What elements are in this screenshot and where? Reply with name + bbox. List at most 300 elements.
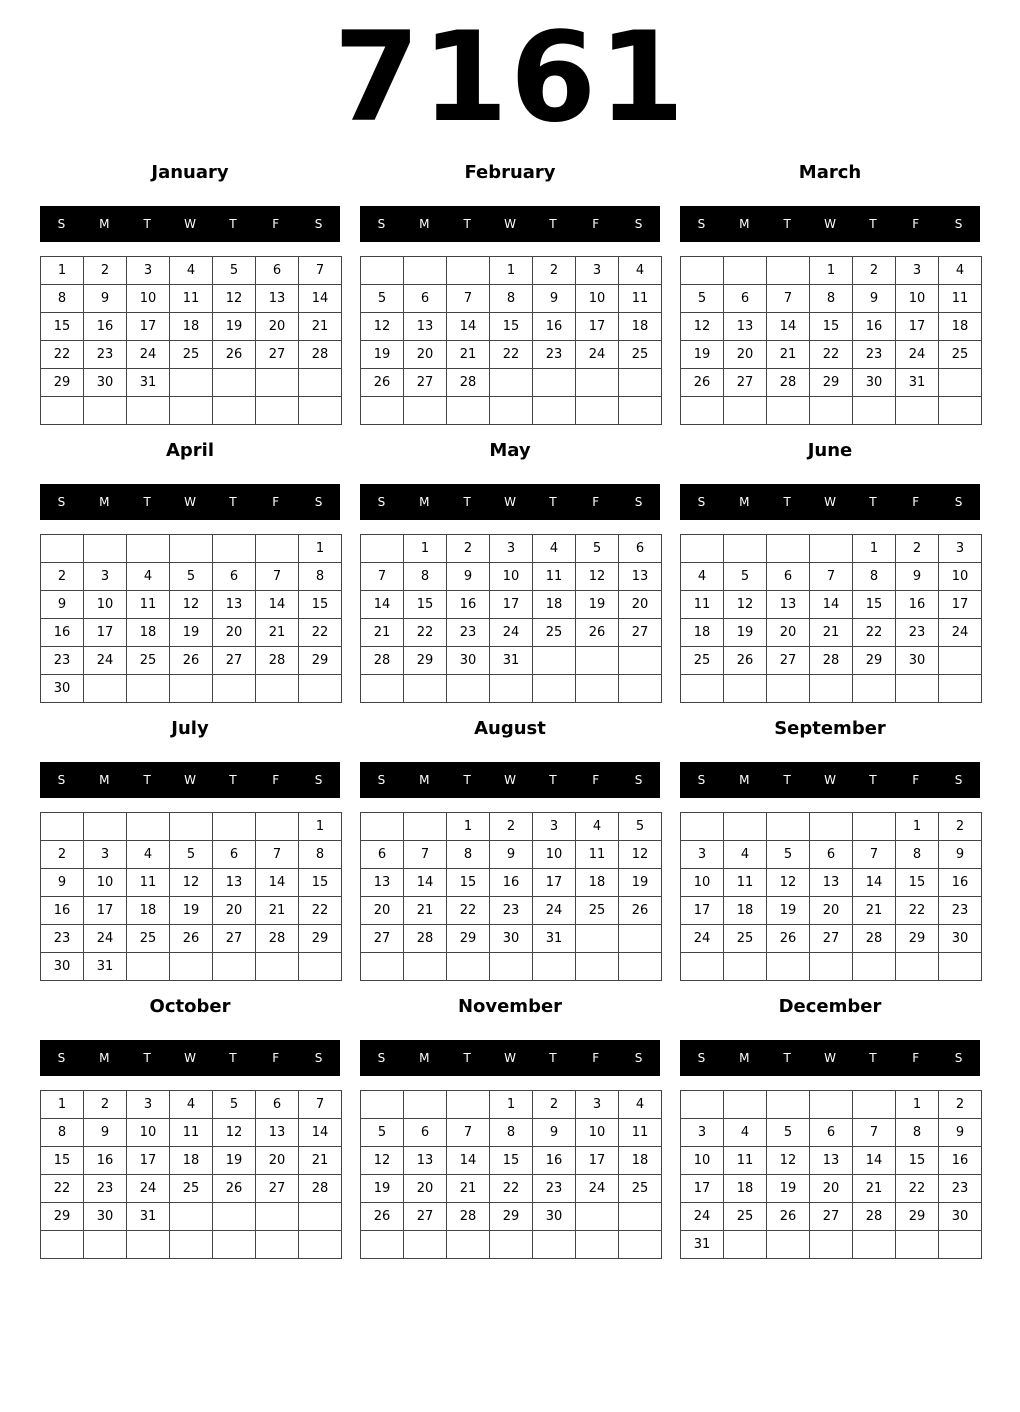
weekday-label: S bbox=[314, 217, 323, 231]
day-cell: 27 bbox=[810, 925, 853, 953]
day-cell: 10 bbox=[490, 563, 533, 591]
day-cell bbox=[213, 397, 256, 425]
week-row bbox=[41, 1231, 342, 1259]
week-row bbox=[681, 953, 982, 981]
week-row bbox=[361, 369, 662, 397]
day-cell: 20 bbox=[619, 591, 662, 619]
day-cell bbox=[939, 369, 982, 397]
day-cell: 1 bbox=[490, 1091, 533, 1119]
day-cell: 3 bbox=[533, 813, 576, 841]
day-cell: 23 bbox=[939, 897, 982, 925]
weekday-label: S bbox=[634, 217, 643, 231]
day-cell: 17 bbox=[681, 897, 724, 925]
weekday-label: W bbox=[824, 217, 836, 231]
day-cell bbox=[361, 397, 404, 425]
day-cell: 12 bbox=[361, 313, 404, 341]
day-cell: 2 bbox=[84, 257, 127, 285]
day-cell: 3 bbox=[576, 1091, 619, 1119]
day-cell: 10 bbox=[127, 285, 170, 313]
day-cell: 26 bbox=[213, 1175, 256, 1203]
week-row bbox=[361, 1147, 662, 1175]
week-row bbox=[681, 1203, 982, 1231]
weekday-label: T bbox=[143, 1051, 151, 1065]
day-cell: 24 bbox=[127, 1175, 170, 1203]
day-cell bbox=[619, 369, 662, 397]
day-cell: 16 bbox=[490, 869, 533, 897]
day-cell bbox=[533, 397, 576, 425]
day-cell: 20 bbox=[404, 341, 447, 369]
day-cell: 25 bbox=[619, 1175, 662, 1203]
week-row bbox=[681, 535, 982, 563]
day-cell: 1 bbox=[404, 535, 447, 563]
day-cell bbox=[299, 1203, 342, 1231]
day-cell: 20 bbox=[361, 897, 404, 925]
day-cell: 8 bbox=[41, 285, 84, 313]
weekday-label: S bbox=[314, 773, 323, 787]
day-cell: 9 bbox=[41, 869, 84, 897]
day-cell: 16 bbox=[84, 1147, 127, 1175]
weekday-label: T bbox=[143, 773, 151, 787]
day-cell bbox=[404, 675, 447, 703]
day-cell: 16 bbox=[896, 591, 939, 619]
day-cell: 30 bbox=[490, 925, 533, 953]
month-name: July bbox=[171, 718, 209, 739]
day-cell: 30 bbox=[533, 1203, 576, 1231]
day-grid bbox=[360, 812, 662, 981]
day-cell: 30 bbox=[853, 369, 896, 397]
day-cell bbox=[896, 675, 939, 703]
weekday-label: T bbox=[463, 495, 471, 509]
weekday-label: T bbox=[143, 495, 151, 509]
weekday-label: F bbox=[592, 217, 600, 231]
day-cell: 4 bbox=[619, 1091, 662, 1119]
month-name: February bbox=[464, 162, 556, 183]
day-cell: 12 bbox=[767, 1147, 810, 1175]
week-row bbox=[41, 369, 342, 397]
week-row bbox=[361, 563, 662, 591]
weekday-label: M bbox=[99, 773, 110, 787]
day-cell: 26 bbox=[361, 369, 404, 397]
day-cell bbox=[41, 535, 84, 563]
week-row bbox=[41, 285, 342, 313]
day-cell bbox=[533, 369, 576, 397]
day-cell: 26 bbox=[724, 647, 767, 675]
day-cell bbox=[299, 1231, 342, 1259]
day-cell bbox=[619, 1203, 662, 1231]
day-cell: 22 bbox=[896, 897, 939, 925]
week-row bbox=[681, 285, 982, 313]
day-cell bbox=[256, 397, 299, 425]
day-cell bbox=[447, 397, 490, 425]
day-cell: 22 bbox=[490, 341, 533, 369]
day-cell: 23 bbox=[41, 925, 84, 953]
day-cell: 7 bbox=[299, 257, 342, 285]
day-cell: 24 bbox=[896, 341, 939, 369]
weekday-label: S bbox=[57, 217, 66, 231]
day-cell: 4 bbox=[533, 535, 576, 563]
day-cell: 12 bbox=[213, 1119, 256, 1147]
day-cell bbox=[853, 813, 896, 841]
day-cell bbox=[896, 953, 939, 981]
day-cell: 29 bbox=[490, 1203, 533, 1231]
day-cell: 13 bbox=[404, 1147, 447, 1175]
day-cell bbox=[853, 675, 896, 703]
day-cell: 3 bbox=[84, 841, 127, 869]
day-cell: 26 bbox=[213, 341, 256, 369]
day-cell: 9 bbox=[447, 563, 490, 591]
day-cell: 8 bbox=[41, 1119, 84, 1147]
day-grid bbox=[40, 812, 342, 981]
month-name: May bbox=[489, 440, 531, 461]
week-row bbox=[41, 1119, 342, 1147]
day-cell bbox=[447, 1091, 490, 1119]
weekday-header bbox=[360, 484, 660, 520]
day-cell: 26 bbox=[361, 1203, 404, 1231]
day-cell: 18 bbox=[724, 897, 767, 925]
day-cell bbox=[576, 925, 619, 953]
day-cell: 3 bbox=[490, 535, 533, 563]
day-cell: 2 bbox=[939, 1091, 982, 1119]
day-cell: 24 bbox=[939, 619, 982, 647]
day-cell: 13 bbox=[256, 285, 299, 313]
day-cell: 12 bbox=[619, 841, 662, 869]
day-cell bbox=[361, 535, 404, 563]
day-cell: 5 bbox=[767, 1119, 810, 1147]
day-cell bbox=[490, 1231, 533, 1259]
day-cell: 8 bbox=[490, 1119, 533, 1147]
weekday-label: T bbox=[549, 495, 557, 509]
weekday-label: W bbox=[824, 1051, 836, 1065]
day-cell: 17 bbox=[576, 1147, 619, 1175]
day-cell: 31 bbox=[127, 1203, 170, 1231]
day-cell: 27 bbox=[361, 925, 404, 953]
day-cell bbox=[213, 953, 256, 981]
day-cell: 14 bbox=[853, 1147, 896, 1175]
weekday-label: W bbox=[504, 495, 516, 509]
day-cell: 27 bbox=[810, 1203, 853, 1231]
week-row bbox=[681, 619, 982, 647]
day-cell: 14 bbox=[447, 313, 490, 341]
week-row bbox=[361, 647, 662, 675]
day-cell bbox=[681, 257, 724, 285]
day-cell: 11 bbox=[170, 285, 213, 313]
day-cell bbox=[256, 675, 299, 703]
weekday-label: W bbox=[504, 773, 516, 787]
day-cell: 6 bbox=[213, 563, 256, 591]
day-cell bbox=[170, 535, 213, 563]
day-cell: 15 bbox=[41, 1147, 84, 1175]
day-cell bbox=[724, 535, 767, 563]
day-cell: 3 bbox=[681, 841, 724, 869]
day-cell bbox=[213, 535, 256, 563]
day-cell: 23 bbox=[939, 1175, 982, 1203]
day-cell bbox=[404, 1091, 447, 1119]
weekday-label: S bbox=[954, 1051, 963, 1065]
weekday-label: S bbox=[377, 217, 386, 231]
day-cell bbox=[170, 813, 213, 841]
day-cell: 13 bbox=[256, 1119, 299, 1147]
day-cell: 20 bbox=[810, 897, 853, 925]
day-cell: 20 bbox=[256, 313, 299, 341]
day-cell bbox=[361, 1091, 404, 1119]
day-cell: 28 bbox=[256, 647, 299, 675]
week-row bbox=[361, 619, 662, 647]
weekday-label: F bbox=[912, 495, 920, 509]
day-grid bbox=[680, 1090, 982, 1259]
day-cell: 6 bbox=[361, 841, 404, 869]
day-cell bbox=[810, 535, 853, 563]
day-cell bbox=[361, 1231, 404, 1259]
weekday-label: M bbox=[419, 773, 430, 787]
day-cell: 20 bbox=[810, 1175, 853, 1203]
day-cell bbox=[447, 953, 490, 981]
weekday-label: S bbox=[954, 773, 963, 787]
day-cell: 29 bbox=[41, 369, 84, 397]
day-cell bbox=[767, 1091, 810, 1119]
day-cell: 29 bbox=[404, 647, 447, 675]
day-cell bbox=[896, 397, 939, 425]
day-cell: 24 bbox=[533, 897, 576, 925]
day-cell bbox=[939, 397, 982, 425]
week-row bbox=[41, 563, 342, 591]
weekday-label: T bbox=[229, 1051, 237, 1065]
day-cell: 26 bbox=[170, 647, 213, 675]
weekday-label: W bbox=[504, 1051, 516, 1065]
day-cell: 24 bbox=[84, 925, 127, 953]
day-cell: 25 bbox=[533, 619, 576, 647]
day-cell: 6 bbox=[404, 1119, 447, 1147]
day-cell: 16 bbox=[939, 869, 982, 897]
month-name: November bbox=[457, 996, 563, 1017]
day-cell bbox=[576, 1231, 619, 1259]
day-cell: 9 bbox=[939, 841, 982, 869]
day-cell bbox=[256, 369, 299, 397]
day-cell bbox=[619, 675, 662, 703]
week-row bbox=[41, 1091, 342, 1119]
day-grid bbox=[360, 256, 662, 425]
day-cell: 2 bbox=[533, 1091, 576, 1119]
day-cell: 26 bbox=[681, 369, 724, 397]
week-row bbox=[681, 313, 982, 341]
weekday-header bbox=[680, 762, 980, 798]
day-cell bbox=[767, 257, 810, 285]
day-cell bbox=[681, 397, 724, 425]
day-cell: 9 bbox=[896, 563, 939, 591]
day-cell: 14 bbox=[299, 1119, 342, 1147]
day-cell: 3 bbox=[576, 257, 619, 285]
day-cell bbox=[41, 1231, 84, 1259]
week-row bbox=[361, 1203, 662, 1231]
week-row bbox=[681, 675, 982, 703]
weekday-label: S bbox=[954, 495, 963, 509]
weekday-label: T bbox=[869, 1051, 877, 1065]
day-cell bbox=[681, 813, 724, 841]
day-cell bbox=[213, 813, 256, 841]
day-cell: 27 bbox=[724, 369, 767, 397]
weekday-label: T bbox=[143, 217, 151, 231]
weekday-label: S bbox=[697, 773, 706, 787]
day-cell: 21 bbox=[447, 341, 490, 369]
day-cell: 3 bbox=[939, 535, 982, 563]
day-cell: 8 bbox=[896, 841, 939, 869]
day-cell: 24 bbox=[127, 341, 170, 369]
week-row bbox=[681, 813, 982, 841]
day-cell bbox=[84, 535, 127, 563]
day-cell bbox=[127, 1231, 170, 1259]
weekday-label: F bbox=[912, 773, 920, 787]
day-cell: 16 bbox=[84, 313, 127, 341]
day-cell: 9 bbox=[533, 285, 576, 313]
day-cell bbox=[619, 647, 662, 675]
week-row bbox=[361, 675, 662, 703]
day-cell: 18 bbox=[681, 619, 724, 647]
week-row bbox=[361, 813, 662, 841]
day-cell: 16 bbox=[41, 619, 84, 647]
day-cell: 8 bbox=[447, 841, 490, 869]
day-cell: 11 bbox=[170, 1119, 213, 1147]
weekday-label: M bbox=[99, 495, 110, 509]
day-cell bbox=[810, 397, 853, 425]
week-row bbox=[41, 619, 342, 647]
day-cell bbox=[576, 369, 619, 397]
day-cell: 28 bbox=[853, 1203, 896, 1231]
week-row bbox=[361, 535, 662, 563]
day-cell: 4 bbox=[127, 841, 170, 869]
day-cell: 19 bbox=[361, 1175, 404, 1203]
day-cell: 6 bbox=[767, 563, 810, 591]
day-cell: 16 bbox=[41, 897, 84, 925]
weekday-label: T bbox=[783, 773, 791, 787]
weekday-header bbox=[40, 206, 340, 242]
weekday-header bbox=[360, 1040, 660, 1076]
week-row bbox=[681, 841, 982, 869]
day-cell: 23 bbox=[533, 341, 576, 369]
month-name: December bbox=[778, 996, 882, 1017]
day-cell: 23 bbox=[490, 897, 533, 925]
week-row bbox=[41, 813, 342, 841]
day-cell bbox=[681, 953, 724, 981]
day-cell: 10 bbox=[84, 869, 127, 897]
weekday-label: T bbox=[229, 495, 237, 509]
weekday-label: F bbox=[272, 1051, 280, 1065]
day-cell bbox=[213, 369, 256, 397]
day-cell: 23 bbox=[853, 341, 896, 369]
month-name: August bbox=[474, 718, 546, 739]
day-cell: 8 bbox=[404, 563, 447, 591]
day-cell: 4 bbox=[724, 841, 767, 869]
day-cell: 21 bbox=[447, 1175, 490, 1203]
week-row bbox=[361, 285, 662, 313]
weekday-label: T bbox=[229, 773, 237, 787]
day-cell bbox=[576, 675, 619, 703]
day-cell bbox=[127, 397, 170, 425]
day-cell: 1 bbox=[896, 813, 939, 841]
day-cell bbox=[724, 397, 767, 425]
day-cell: 2 bbox=[84, 1091, 127, 1119]
day-cell: 19 bbox=[170, 619, 213, 647]
day-cell: 28 bbox=[810, 647, 853, 675]
weekday-label: F bbox=[912, 1051, 920, 1065]
day-cell: 12 bbox=[576, 563, 619, 591]
day-cell: 15 bbox=[896, 1147, 939, 1175]
day-cell: 10 bbox=[681, 869, 724, 897]
day-cell: 13 bbox=[213, 869, 256, 897]
day-cell: 10 bbox=[533, 841, 576, 869]
weekday-label: S bbox=[697, 217, 706, 231]
day-grid bbox=[360, 1090, 662, 1259]
day-cell: 27 bbox=[213, 925, 256, 953]
day-cell: 13 bbox=[361, 869, 404, 897]
week-row bbox=[41, 675, 342, 703]
day-cell: 14 bbox=[256, 591, 299, 619]
day-cell bbox=[256, 1203, 299, 1231]
day-cell: 1 bbox=[896, 1091, 939, 1119]
weekday-header bbox=[680, 484, 980, 520]
week-row bbox=[681, 1119, 982, 1147]
day-cell: 27 bbox=[256, 1175, 299, 1203]
day-cell: 14 bbox=[853, 869, 896, 897]
day-cell: 6 bbox=[724, 285, 767, 313]
day-cell bbox=[619, 925, 662, 953]
day-cell: 2 bbox=[447, 535, 490, 563]
day-cell: 13 bbox=[619, 563, 662, 591]
day-cell: 11 bbox=[127, 591, 170, 619]
day-cell bbox=[256, 953, 299, 981]
day-cell: 23 bbox=[84, 341, 127, 369]
day-cell: 28 bbox=[299, 1175, 342, 1203]
day-cell: 16 bbox=[533, 313, 576, 341]
day-cell bbox=[533, 953, 576, 981]
day-cell: 20 bbox=[404, 1175, 447, 1203]
week-row bbox=[681, 869, 982, 897]
day-cell: 7 bbox=[767, 285, 810, 313]
day-cell: 15 bbox=[490, 313, 533, 341]
weekday-label: S bbox=[634, 495, 643, 509]
day-cell: 7 bbox=[361, 563, 404, 591]
year-title: 7161 bbox=[333, 6, 687, 150]
day-cell: 5 bbox=[213, 257, 256, 285]
day-cell: 18 bbox=[170, 1147, 213, 1175]
day-cell: 27 bbox=[619, 619, 662, 647]
day-cell bbox=[84, 675, 127, 703]
day-cell bbox=[127, 813, 170, 841]
day-cell: 24 bbox=[576, 1175, 619, 1203]
day-cell bbox=[447, 257, 490, 285]
weekday-header bbox=[680, 1040, 980, 1076]
day-cell: 12 bbox=[213, 285, 256, 313]
day-cell: 11 bbox=[681, 591, 724, 619]
week-row bbox=[41, 869, 342, 897]
day-cell bbox=[619, 1231, 662, 1259]
day-grid bbox=[40, 1090, 342, 1259]
day-cell bbox=[724, 1091, 767, 1119]
day-cell: 17 bbox=[127, 313, 170, 341]
weekday-label: S bbox=[634, 773, 643, 787]
weekday-label: T bbox=[869, 773, 877, 787]
day-cell: 2 bbox=[939, 813, 982, 841]
week-row bbox=[41, 257, 342, 285]
day-cell bbox=[853, 1231, 896, 1259]
day-cell bbox=[490, 369, 533, 397]
day-cell: 6 bbox=[213, 841, 256, 869]
day-cell: 7 bbox=[447, 285, 490, 313]
day-cell: 15 bbox=[853, 591, 896, 619]
day-cell: 11 bbox=[619, 285, 662, 313]
day-cell: 7 bbox=[404, 841, 447, 869]
weekday-label: W bbox=[184, 217, 196, 231]
day-cell: 21 bbox=[404, 897, 447, 925]
day-cell bbox=[361, 257, 404, 285]
